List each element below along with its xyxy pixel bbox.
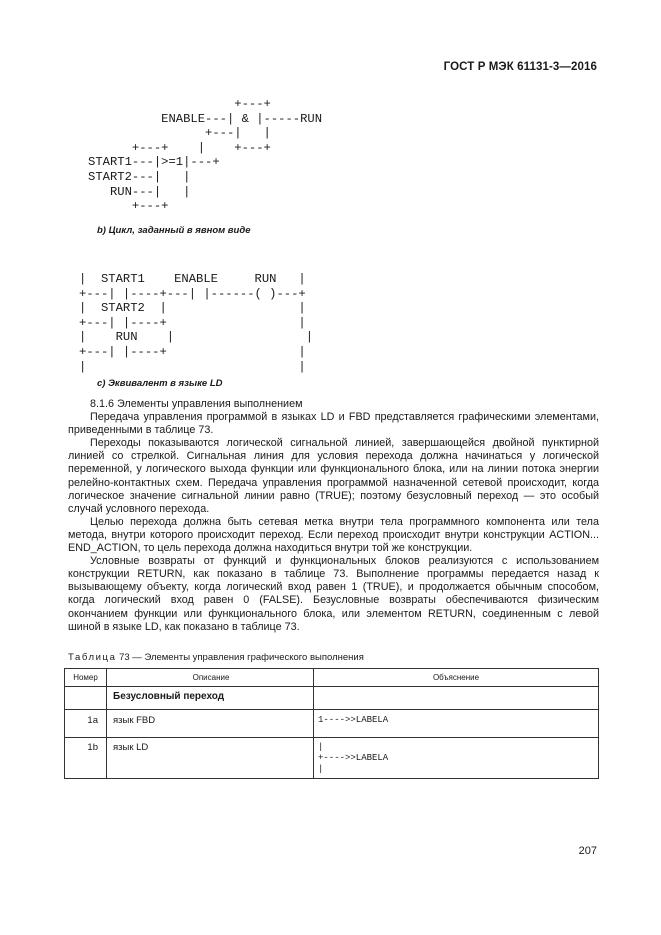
table-header-row (65, 669, 599, 687)
paragraph: Передача управления программой в языках LD и FBD представляется графическими элементами, приведенными в таблице 73. (68, 411, 599, 437)
row-explanation-code: 1---->>LABELA (314, 710, 599, 738)
table-cell (314, 687, 599, 710)
table-group-row (65, 687, 599, 710)
paragraph: Целью перехода должна быть сетевая метка внутри тела программного компонента или тела метода, внутри которого происходит переход. Если переход происходит внутри конструкции ACTION... END_ACTION, то цель перехода должна находиться внутри той же конструкции. (68, 515, 599, 555)
ld-equivalent-diagram: | START1 ENABLE RUN | +---| |----+---| |------( )---+ | START2 | | +---| |----+ | | RUN | | +---| |----+ | | | (79, 272, 314, 374)
section-body (68, 398, 599, 634)
table-caption-prefix: Таблица (68, 652, 117, 663)
page-number: 207 (578, 845, 597, 857)
row-description: язык FBD (107, 710, 314, 738)
document-header: ГОСТ Р МЭК 61131-3—2016 (443, 61, 597, 73)
row-number: 1a (65, 710, 107, 738)
row-description: язык LD (107, 738, 314, 779)
control-elements-table (64, 668, 599, 779)
column-header-explanation: Объяснение (314, 669, 599, 687)
table-caption-text: 73 — Элементы управления графического выполнения (116, 652, 364, 663)
table-cell (65, 687, 107, 710)
figure-caption-c: c) Эквивалент в языке LD (97, 378, 223, 389)
table-row (65, 710, 599, 738)
column-header-description: Описание (107, 669, 314, 687)
row-explanation-code: | +---->>LABELA | (314, 738, 599, 779)
section-heading: 8.1.6 Элементы управления выполнением (90, 398, 303, 410)
row-number: 1b (65, 738, 107, 779)
column-header-number: Номер (65, 669, 107, 687)
fbd-loop-diagram: +---+ ENABLE---| & |-----RUN +---| | +---+ | +---+ START1---|>=1|---+ START2---| | RUN---| | +---+ (88, 97, 323, 214)
group-title: Безусловный переход (107, 687, 314, 710)
paragraph: Переходы показываются логической сигнальной линией, завершающейся двойной пунктирной линией со стрелкой. Сигнальная линия для условия перехода должна начинаться у логической переменной, у логического выхода функции или функционального блока, или на линии потока энергии релейно-контактных схем. Передача управления программой назначенной сетевой происходит, когда логическое значение сигнальной линии равно (TRUE); поэтому безусловный переход — это особый случай условного перехода. (68, 437, 599, 515)
figure-caption-b: b) Цикл, заданный в явном виде (97, 225, 251, 236)
table-row (65, 738, 599, 779)
table-caption (68, 652, 364, 663)
paragraph: Условные возвраты от функций и функциональных блоков реализуются с использованием конструкции RETURN, как показано в таблице 73. Выполнение программы передается назад к вызывающему объекту, когда логический вход равен 1 (TRUE), и продолжается обычным способом, когда логический вход равен 0 (FALSE). Безусловные возвраты обеспечиваются физическим окончанием функции или функционального блока, или элементом RETURN, соединенным с левой шиной в языке LD, как показано в таблице 73. (68, 555, 599, 633)
